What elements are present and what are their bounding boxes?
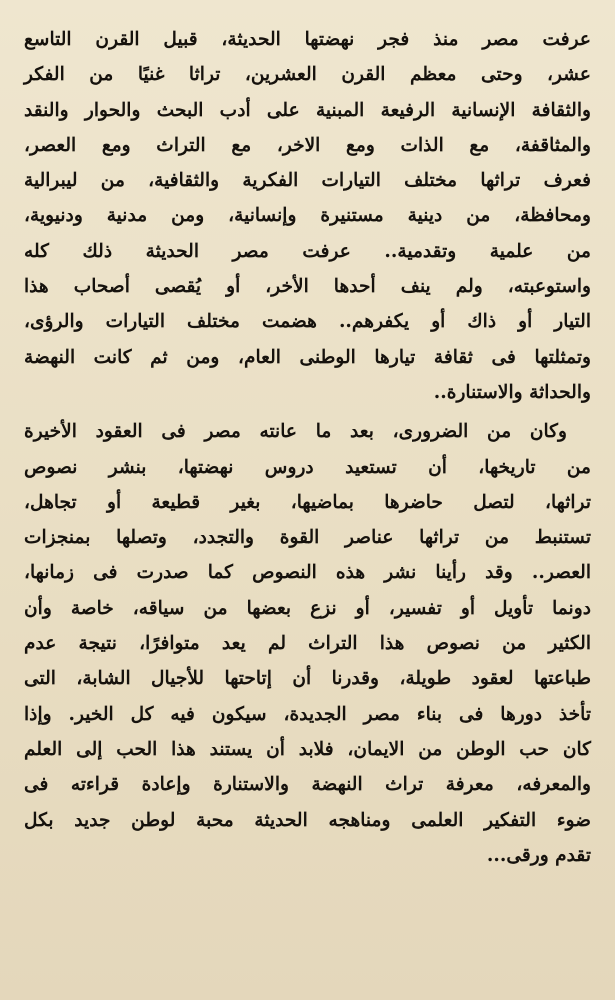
text-line: والحداثة والاستنارة.. [433,381,591,403]
text-line: والمثاقفة، مع الذات ومع الاخر، مع التراث ومع العصر، [24,134,591,156]
text-line: طباعتها لعقود طويلة، وقدرنا أن إتاحتها للأجيال الشابة، التى [24,668,591,690]
text-line: فعرف تراثها مختلف التيارات الفكرية والثقافية، من ليبرالية [24,170,591,192]
text-line: من علمية وتقدمية.. عرفت مصر الحديثة ذلك كله [24,240,591,262]
text-line: العصر.. وقد رأينا نشر هذه النصوص كما صدرت فى زمانها، [24,562,591,584]
book-page [24,22,591,978]
text-line: والمعرفه، معرفة تراث النهضة والاستنارة وإعادة قراءته فى [24,774,591,796]
text-line: من تاريخها، أن تستعيد دروس نهضتها، بنشر نصوص [24,456,591,478]
text-line: تستنبط من تراثها عناصر القوة والتجدد، وتصلها بمنجزات [24,527,591,549]
text-line: والثقافة الإنسانية الرفيعة المبنية على أدب البحث والحوار والنقد [24,99,591,121]
text-line: ضوء التفكير العلمى ومناهجه الحديثة محبة لوطن جديد بكل [24,809,591,831]
paragraph-1 [24,22,591,410]
text-line: تقدم ورقى... [486,844,591,866]
text-line: الكثير من نصوص هذا التراث لم يعد متوافرًا، نتيجة عدم [24,633,591,655]
text-line: كان حب الوطن من الايمان، فلابد أن يستند هذا الحب إلى العلم [24,738,591,760]
text-line: التيار أو ذاك أو يكفرهم.. هضمت مختلف التيارات والرؤى، [24,311,591,333]
text-line: وكان من الضرورى، بعد ما عانته مصر فى العقود الأخيرة [24,421,567,443]
text-line: ومحافظة، من دينية مستنيرة وإنسانية، ومن مدنية ودنيوية، [24,205,591,227]
text-line: واستوعبته، ولم ينف أحدها الأخر، أو يُقصى أصحاب هذا [24,276,591,298]
text-line: تأخذ دورها فى بناء مصر الجديدة، سيكون فيه كل الخير. وإذا [24,703,591,725]
text-line: دونما تأويل أو تفسير، أو نزع بعضها من سياقه، خاصة وأن [24,597,591,619]
text-line: عشر، وحتى معظم القرن العشرين، تراثا غنيًا من الفكر [24,64,591,86]
text-line: تراثها، لتصل حاضرها بماضيها، بغير قطيعة أو تجاهل، [24,491,591,513]
text-line: وتمثلتها فى ثقافة تيارها الوطنى العام، ومن ثم كانت النهضة [24,346,591,368]
text-line: عرفت مصر منذ فجر نهضتها الحديثة، قبيل القرن التاسع [24,29,591,50]
paragraph-2 [24,414,591,873]
